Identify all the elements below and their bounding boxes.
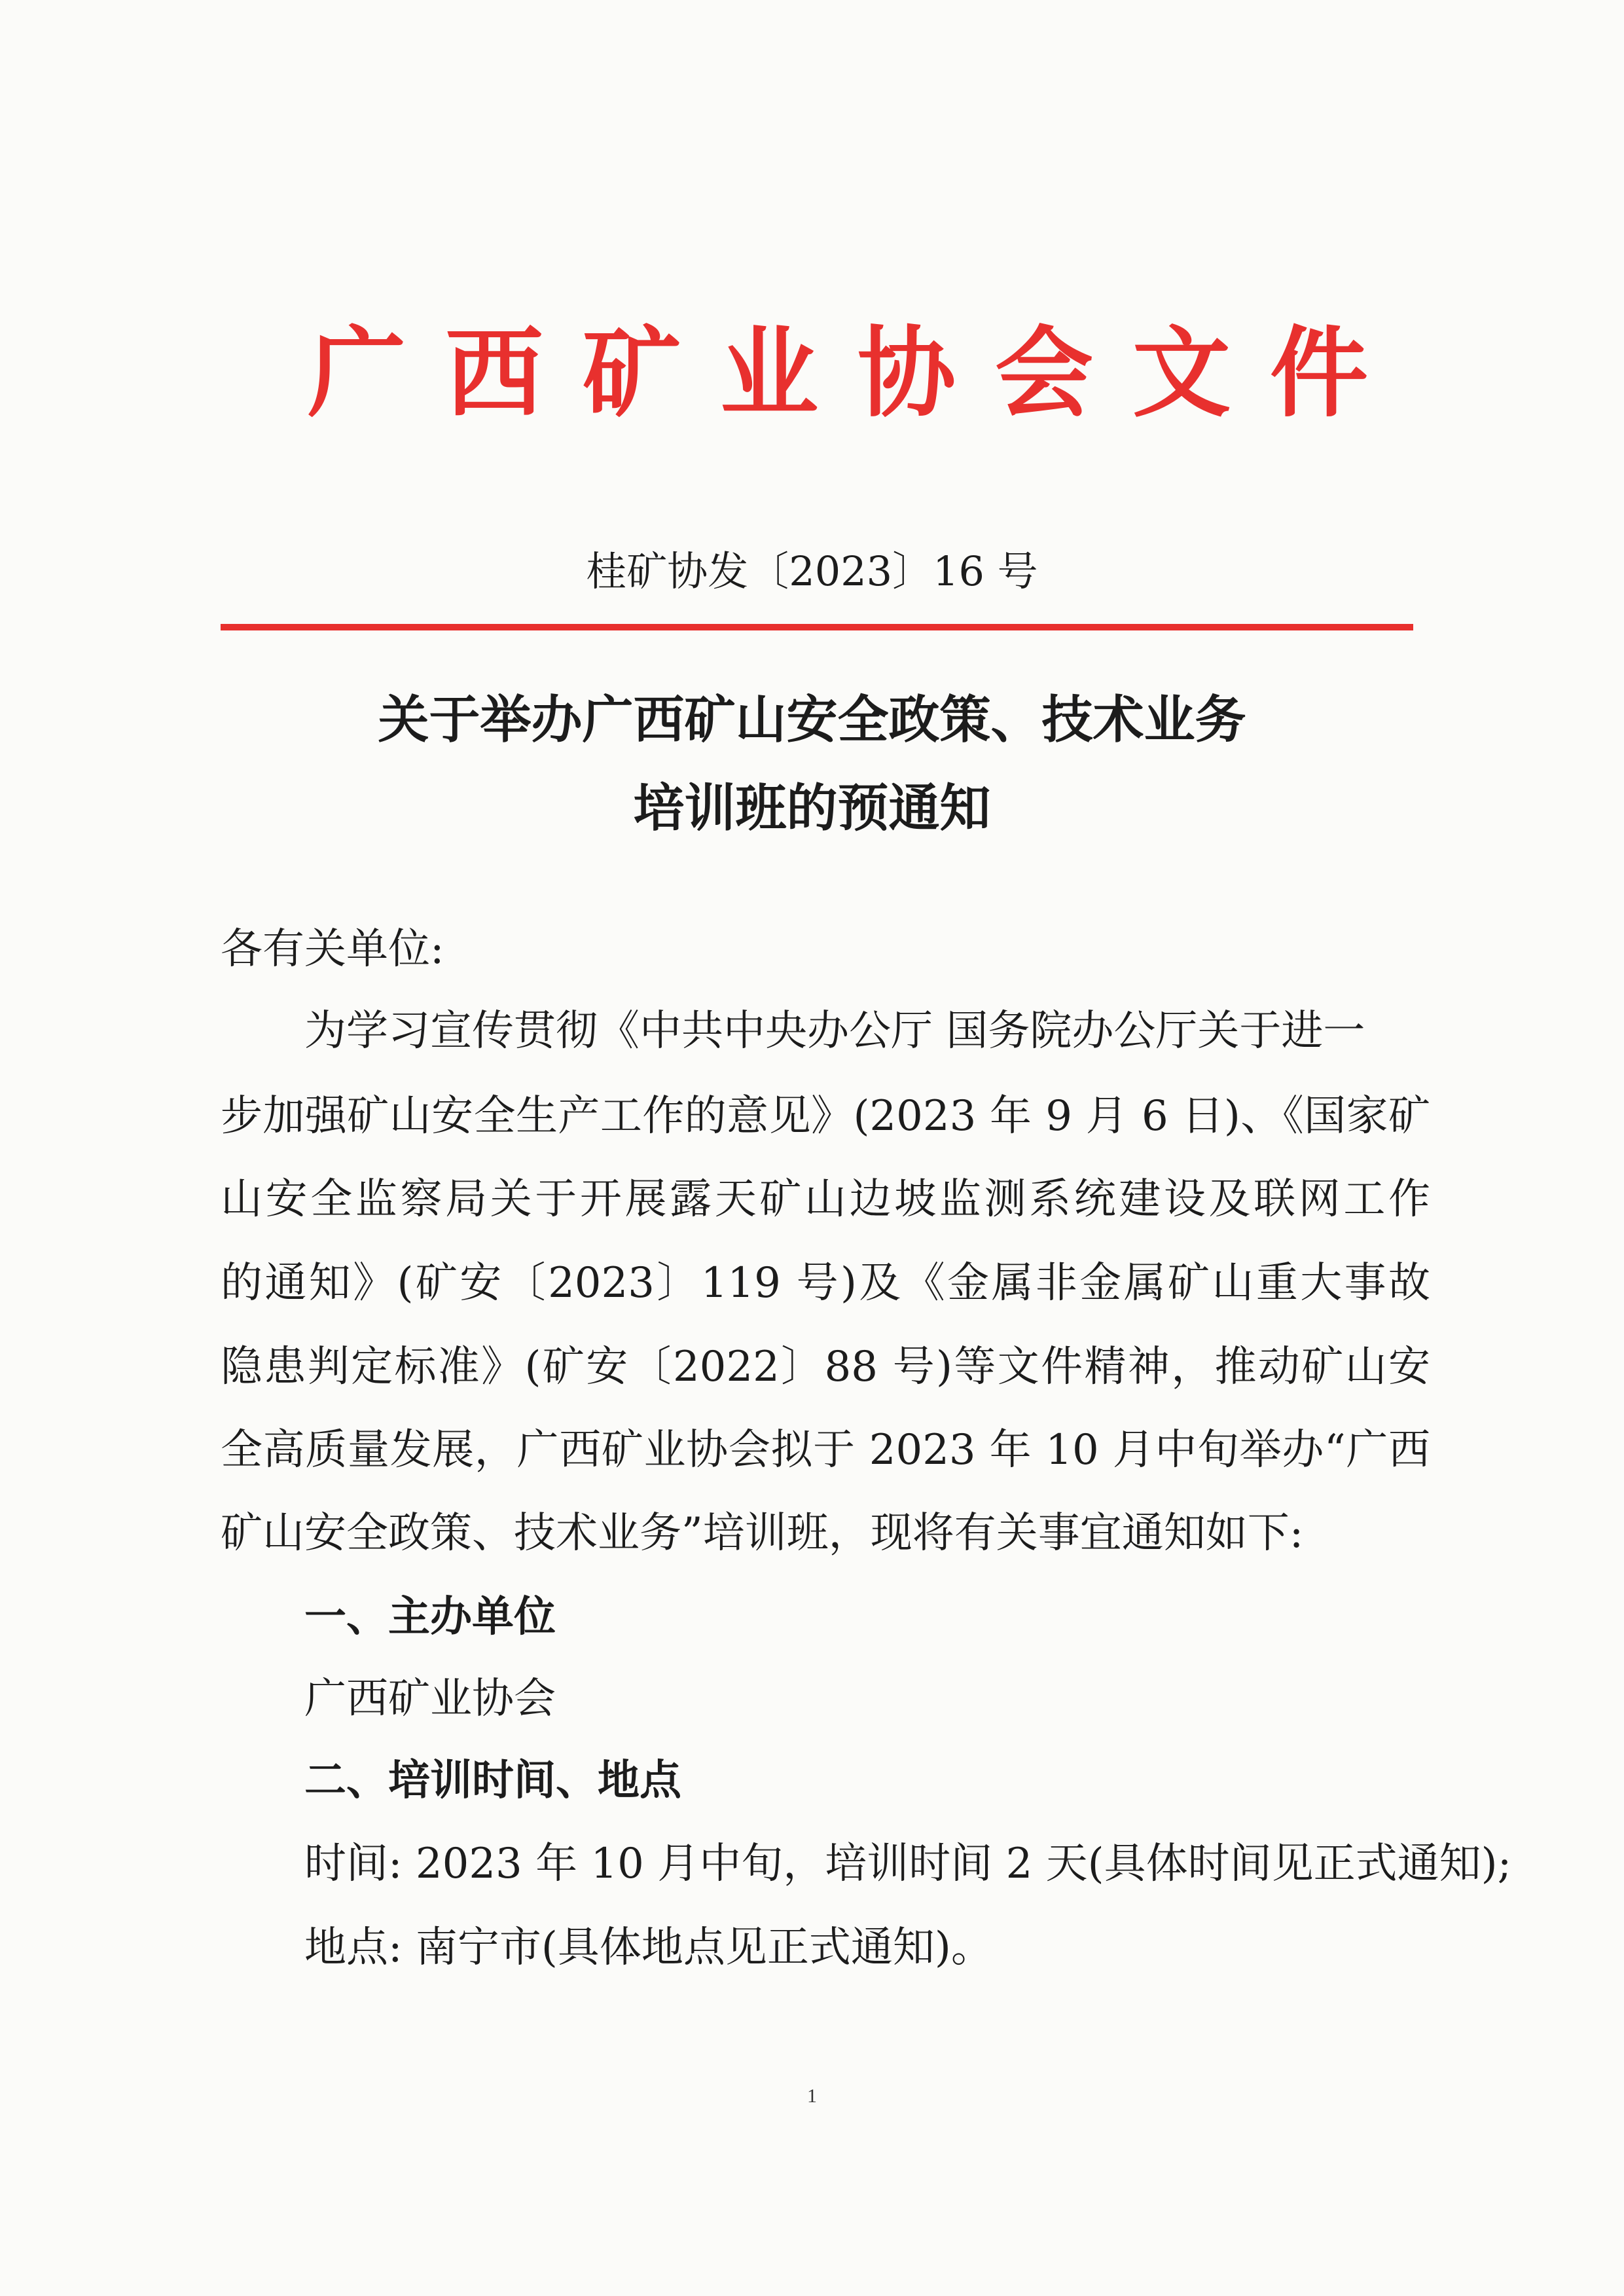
paragraph-1-line-6: 全高质量发展，广西矿业协会拟于 2023 年 10 月中旬举办“广西 [221, 1426, 1430, 1474]
red-divider-line [221, 624, 1413, 630]
paragraph-1-line-7: 矿山安全政策、技术业务”培训班，现将有关事宜通知如下: [221, 1509, 1304, 1558]
document-number: 桂矿协发〔2023〕16 号 [586, 547, 1038, 595]
paragraph-1-line-1: 为学习宣传贯彻《中共中央办公厅 国务院办公厅关于进一 [304, 1007, 1365, 1055]
notice-title-line-1: 关于举办广西矿山安全政策、技术业务 [378, 690, 1246, 750]
section-2-time: 时间: 2023 年 10 月中旬，培训时间 2 天(具体时间见正式通知); [304, 1840, 1512, 1888]
section-1-heading: 一、主办单位 [304, 1593, 556, 1641]
org-header-title: 广西矿业协会文件 [308, 316, 1408, 431]
paragraph-1-line-3: 山安全监察局关于开展露天矿山边坡监测系统建设及联网工作 [221, 1175, 1430, 1224]
salutation: 各有关单位: [221, 925, 444, 974]
section-2-heading: 二、培训时间、地点 [304, 1757, 681, 1805]
paragraph-1-line-2: 步加强矿山安全生产工作的意见》(2023 年 9 月 6 日)、《国家矿 [221, 1092, 1430, 1140]
notice-title-line-2: 培训班的预通知 [633, 778, 991, 838]
paragraph-1-line-5: 隐患判定标准》(矿安〔2022〕88 号)等文件精神，推动矿山安 [221, 1343, 1430, 1391]
paragraph-1-line-4: 的通知》(矿安〔2023〕119 号)及《金属非金属矿山重大事故 [221, 1259, 1430, 1307]
section-1-organizer: 广西矿业协会 [304, 1675, 556, 1723]
section-2-place: 地点: 南宁市(具体地点见正式通知)。 [304, 1923, 993, 1972]
page-number: 1 [807, 2085, 817, 2107]
